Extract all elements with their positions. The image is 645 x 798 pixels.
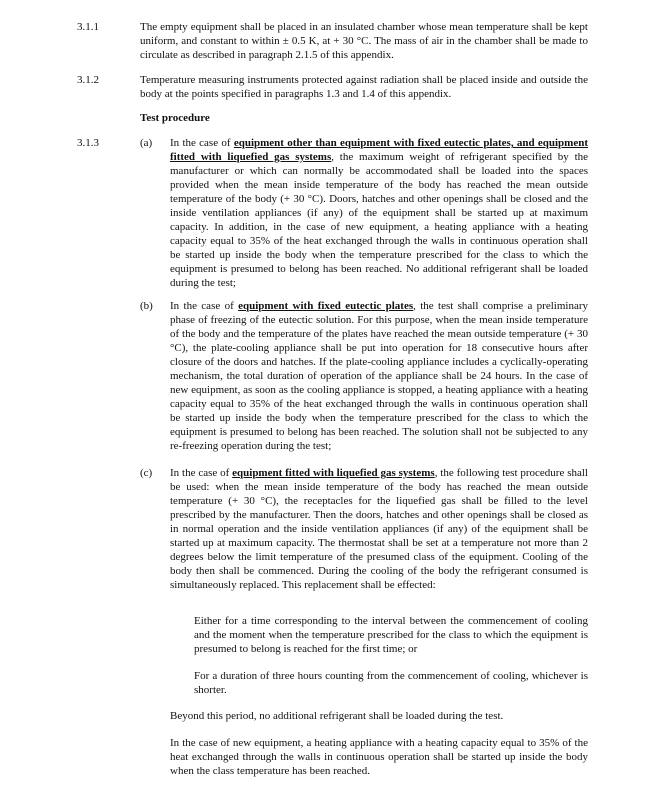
- paragraph-beyond: Beyond this period, no additional refrigerant shall be loaded during the test.: [170, 710, 504, 722]
- item-label-b: (b): [140, 300, 153, 312]
- section-number-3-1-2: 3.1.2: [77, 74, 99, 86]
- item-b-pre: In the case of: [170, 300, 239, 312]
- item-c-emphasis: equipment fitted with liquefied gas systems: [232, 467, 435, 479]
- item-c-post: , the following test procedure shall be used: when the mean inside temperature of the body has reached the mean outside temperature (+ 30 °C), the receptacles for the liquefied gas shall be filled to the level prescribed by the manufacturer. Then the doors, hatches and other openings shall be closed as in normal operation and the inside ventilation appliances (if any) of the equipment shall be started up at maximum capacity. The thermostat shall be set at a temperature not more than 2 degrees below the limit temperature of the presumed class of the equipment. Cooling of the body then shall be commenced. During the cooling of the body the refrigerant consumed is simultaneously replaced. This replacement shall be effected:: [170, 467, 588, 591]
- item-c-pre: In the case of: [170, 467, 233, 479]
- option-either: Either for a time corresponding to the interval between the commencement of cooling and the moment when the temperature prescribed for the class to which the equipment is presumed to belong is reached for the first time; or: [194, 615, 588, 655]
- paragraph-3-1-2: Temperature measuring instruments protected against radiation shall be placed inside and outside the body at the points specified in paragraphs 1.3 and 1.4 of this appendix.: [140, 74, 588, 100]
- item-a-post: , the maximum weight of refrigerant specified by the manufacturer or which can normally be accommodated shall be loaded into the spaces provided when the mean inside temperature of the body has reached the mean outside temperature of the body (+ 30 °C). Doors, hatches and other openings shall be closed and the inside ventilation appliances (if any) of the equipment shall be started up at maximum capacity. In addition, in the case of new equipment, a heating appliance with a heating capacity equal to 35% of the heat exchanged through the walls in continuous operation shall be started up inside the body when the temperature prescribed for the class to which the equipment is presumed to belong has been reached. No additional refrigerant shall be loaded during the test;: [170, 151, 589, 289]
- section-number-3-1-1: 3.1.1: [77, 21, 99, 33]
- section-number-3-1-3: 3.1.3: [77, 137, 99, 149]
- item-label-c: (c): [140, 467, 153, 479]
- item-a-text: [170, 136, 588, 290]
- option-for: For a duration of three hours counting from the commencement of cooling, whichever is shorter.: [194, 670, 588, 696]
- item-b-emphasis: equipment with fixed eutectic plates: [238, 300, 414, 312]
- item-label-a: (a): [140, 137, 153, 149]
- paragraph-new-equipment: In the case of new equipment, a heating appliance with a heating capacity equal to 35% of the heat exchanged through the walls in continuous operation shall be started up inside the body when the class temperature has been reached.: [170, 737, 588, 777]
- item-b-post: , the test shall comprise a preliminary phase of freezing of the eutectic solution. For this purpose, when the mean inside temperature of the body and the temperature of the plates have reached the mean outside temperature (+ 30 °C), the plate-cooling appliance shall be put into operation for 18 consecutive hours after closure of the doors and hatches. If the plate-cooling appliance includes a cyclically-operating mechanism, the total duration of operation of the appliance shall be 24 hours. In the case of new equipment, as soon as the cooling appliance is stopped, a heating appliance with a heating capacity equal to 35% of the heat exchanged through the walls in continuous operation shall be started up inside the body when the temperature prescribed for the class to which the equipment is presumed to belong has been reached. The solution shall not be subjected to any re-freezing operation during the test;: [170, 300, 588, 452]
- heading-test-procedure: Test procedure: [140, 112, 210, 124]
- item-c-text: [170, 466, 588, 592]
- item-b-text: [170, 299, 588, 453]
- item-a-pre: In the case of: [170, 137, 234, 149]
- item-a-emphasis: equipment other than equipment with fixed eutectic plates, and equipment fitted with liquefied gas systems: [170, 137, 588, 163]
- paragraph-3-1-1: The empty equipment shall be placed in an insulated chamber whose mean temperature shall be kept uniform, and constant to within ± 0.5 K, at + 30 °C. The mass of air in the chamber shall be made to circulate as described in paragraph 2.1.5 of this appendix.: [140, 21, 588, 61]
